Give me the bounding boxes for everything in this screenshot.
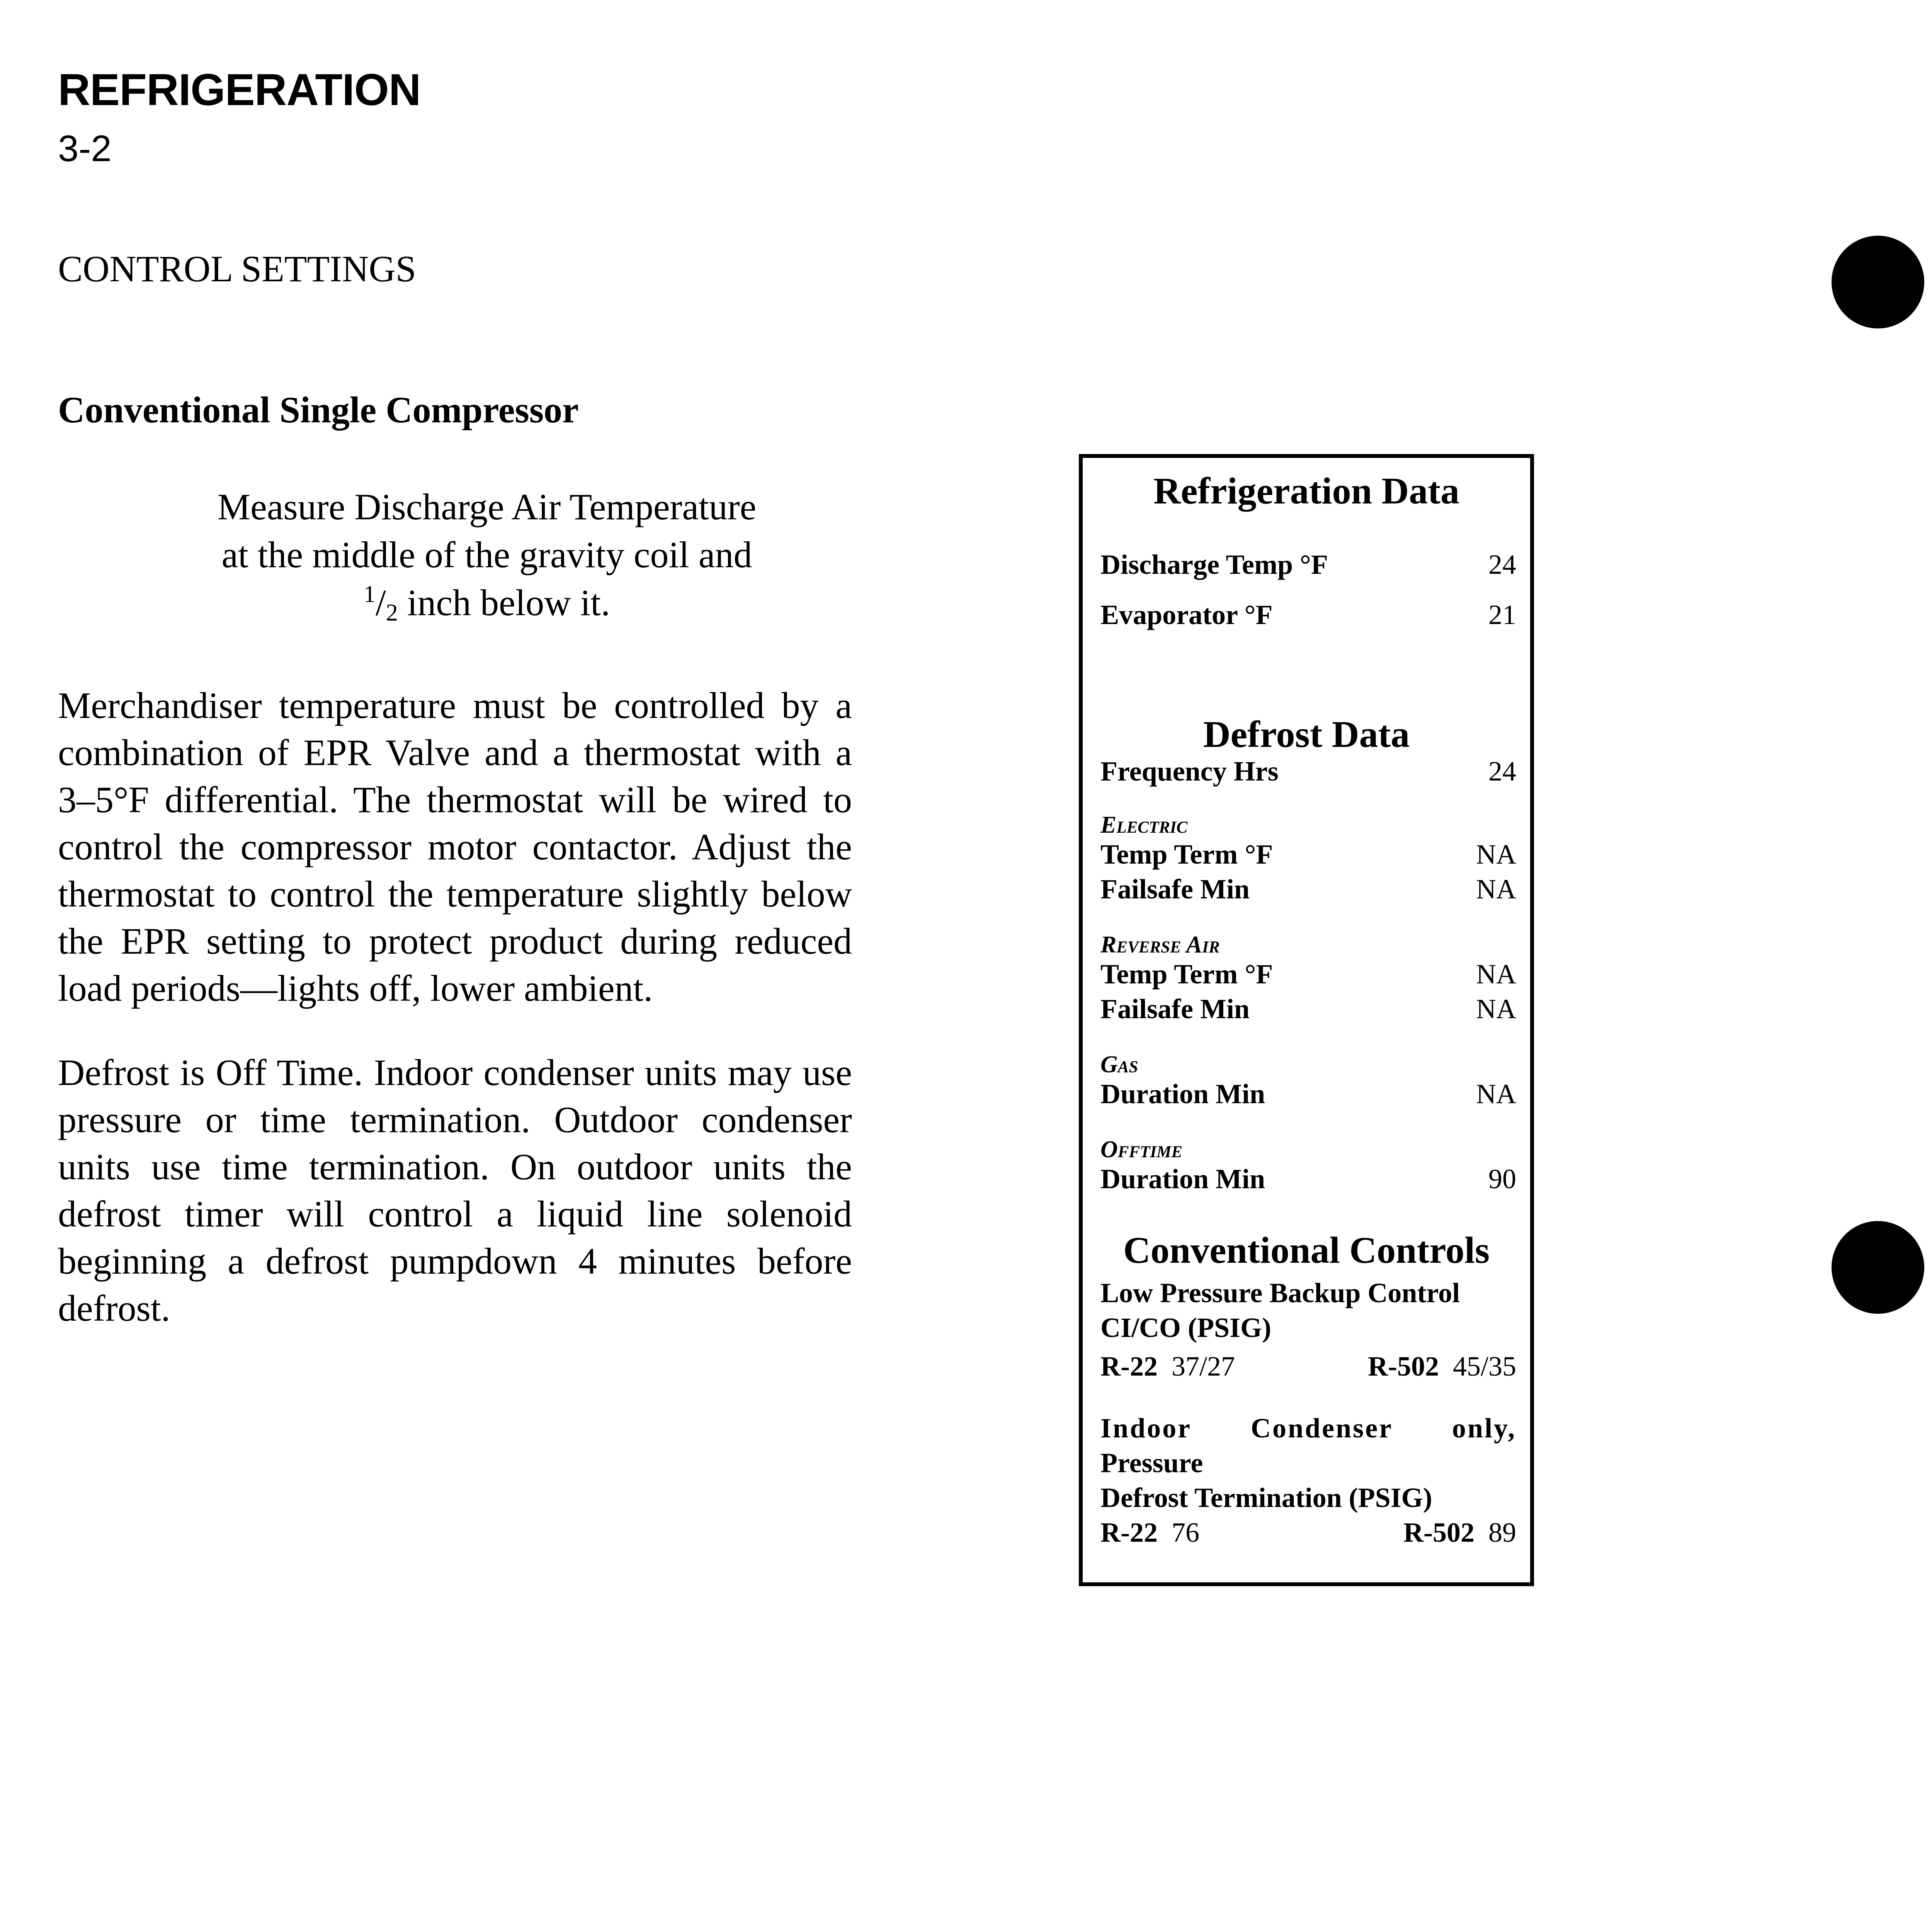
- reverse-air-category: Reverse Air: [1100, 932, 1220, 958]
- gas-duration-row: [1100, 1078, 1516, 1110]
- refrigeration-data-heading: Refrigeration Data: [1153, 470, 1459, 512]
- gas-duration-value: NA: [1476, 1078, 1516, 1109]
- discharge-temp-label: Discharge Temp °F: [1100, 549, 1328, 580]
- offtime-duration-row: [1100, 1163, 1516, 1195]
- electric-failsafe-row: [1100, 873, 1516, 905]
- measure-note-line-1: Measure Discharge Air Temperature: [217, 486, 757, 527]
- only-word: only,: [1452, 1413, 1516, 1444]
- measure-note-line-2: at the middle of the gravity coil and: [221, 534, 752, 575]
- subsection-title: Conventional Single Compressor: [58, 389, 579, 430]
- page-number: 3-2: [58, 128, 112, 169]
- electric-temp-term-row: [1100, 838, 1516, 871]
- dt-r502-value: 89: [1488, 1517, 1516, 1548]
- gas-category: Gas: [1100, 1051, 1138, 1078]
- electric-temp-term-label: Temp Term °F: [1100, 839, 1273, 870]
- punch-hole-top: [1832, 236, 1924, 328]
- low-pressure-values-row: [1100, 1350, 1516, 1383]
- reverse-air-failsafe-row: [1100, 993, 1516, 1025]
- evaporator-value: 21: [1488, 599, 1516, 630]
- offtime-duration-value: 90: [1488, 1163, 1516, 1194]
- frequency-label: Frequency Hrs: [1100, 756, 1279, 787]
- frequency-row: [1100, 755, 1516, 787]
- discharge-temp-value: 24: [1488, 549, 1516, 580]
- offtime-duration-label: Duration Min: [1100, 1163, 1265, 1194]
- evaporator-label: Evaporator °F: [1100, 599, 1273, 630]
- electric-failsafe-label: Failsafe Min: [1100, 874, 1250, 905]
- dt-r22-group: [1100, 1517, 1199, 1549]
- electric-failsafe-value: NA: [1476, 874, 1516, 905]
- gas-duration-label: Duration Min: [1100, 1078, 1265, 1109]
- cico-psig-label: CI/CO (PSIG): [1100, 1312, 1272, 1343]
- frequency-value: 24: [1488, 756, 1516, 787]
- reverse-air-temp-term-row: [1100, 958, 1516, 990]
- lp-r502-group: [1368, 1350, 1516, 1383]
- dt-r22-value: 76: [1171, 1517, 1199, 1548]
- section-title: CONTROL SETTINGS: [58, 248, 417, 289]
- discharge-temp-row: [1100, 549, 1516, 581]
- fraction-slash: /: [376, 582, 386, 623]
- pressure-label: Pressure: [1100, 1447, 1203, 1478]
- reverse-air-temp-term-label: Temp Term °F: [1100, 959, 1273, 990]
- dt-r502-group: [1403, 1517, 1516, 1549]
- dt-r22-label: R-22: [1100, 1517, 1158, 1548]
- electric-category: Electric: [1100, 812, 1188, 838]
- reverse-air-failsafe-value: NA: [1476, 993, 1516, 1024]
- lp-r502-value: 45/35: [1452, 1351, 1516, 1382]
- lp-r22-label: R-22: [1100, 1351, 1158, 1382]
- lp-r22-group: [1100, 1350, 1235, 1383]
- reverse-air-failsafe-label: Failsafe Min: [1100, 993, 1250, 1024]
- low-pressure-backup-label: Low Pressure Backup Control: [1100, 1277, 1460, 1308]
- electric-temp-term-value: NA: [1476, 839, 1516, 870]
- running-header-title: REFRIGERATION: [58, 65, 421, 115]
- defrost-termination-values-row: [1100, 1517, 1516, 1549]
- fraction-numerator: 1: [364, 581, 376, 607]
- paragraph-temperature-control: Merchandiser temperature must be controlled by a combination of EPR Valve and a thermostat with a 3–5°F differential. The thermostat will be wired to control the compressor motor contactor. Adjust the thermostat to control the temperature slightly below the EPR setting to protect product during reduced load periods—lights off, lower ambient.: [58, 685, 852, 1009]
- conventional-controls-heading: Conventional Controls: [1123, 1230, 1490, 1271]
- measure-note-line-3: [58, 579, 916, 631]
- lp-r502-label: R-502: [1368, 1351, 1439, 1382]
- indoor-condenser-line: [1100, 1412, 1516, 1444]
- defrost-termination-label: Defrost Termination (PSIG): [1100, 1482, 1432, 1513]
- dt-r502-label: R-502: [1403, 1517, 1475, 1548]
- defrost-data-heading: Defrost Data: [1203, 714, 1410, 755]
- lp-r22-value: 37/27: [1171, 1351, 1235, 1382]
- punch-hole-middle: [1832, 1221, 1924, 1314]
- reverse-air-temp-term-value: NA: [1476, 959, 1516, 990]
- indoor-word: Indoor: [1100, 1413, 1192, 1444]
- offtime-category: Offtime: [1100, 1136, 1183, 1163]
- evaporator-row: [1100, 599, 1516, 631]
- settings-data-box: [1079, 454, 1534, 1586]
- paragraph-defrost: Defrost is Off Time. Indoor condenser units may use pressure or time termination. Outdoor condenser units use time termination. On outdoor units the defrost timer will control a liquid line solenoid beginning a defrost pumpdown 4 minutes before defrost.: [58, 1052, 852, 1329]
- fraction-denominator: 2: [386, 600, 398, 626]
- measure-note-line-3-text: inch below it.: [398, 582, 610, 623]
- condenser-word: Condenser: [1250, 1413, 1393, 1444]
